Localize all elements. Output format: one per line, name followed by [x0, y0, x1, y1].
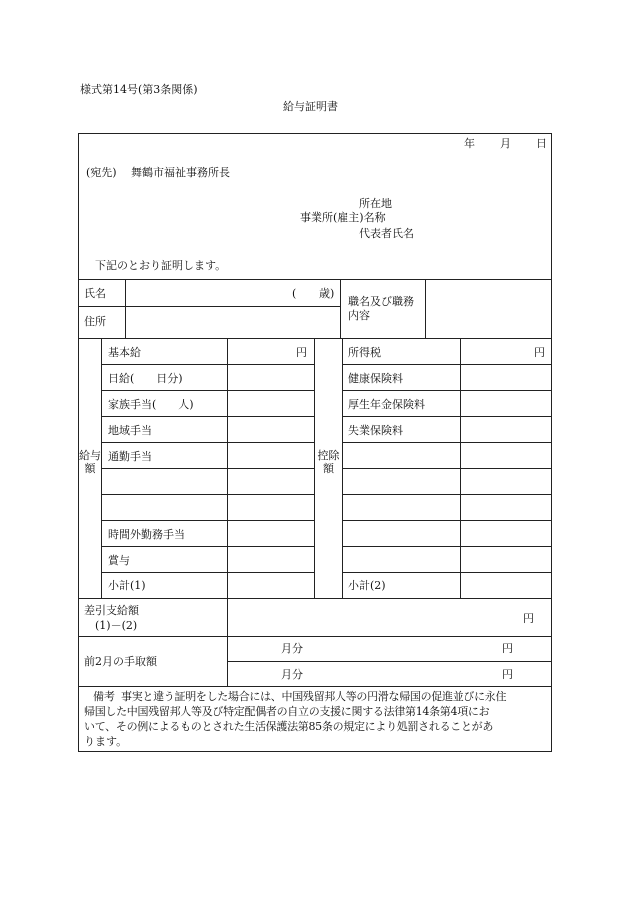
form-border-left: [78, 133, 79, 752]
prev-month-2-unit: 月分: [281, 668, 303, 681]
grid-row-line-2b: [342, 390, 552, 391]
remarks-line-2: 帰国した中国残留邦人等及び特定配偶者の自立の支援に関する法律第14条第4項にお: [84, 705, 490, 718]
remarks-line-3: いて、その例によるものとされた生活保護法第85条の規定により処罰されることがあ: [84, 720, 494, 733]
certify-statement: 下記のとおり証明します。: [95, 259, 227, 272]
prev-month-1-currency: 円: [502, 642, 513, 655]
salary-subtotal-label: 小計(1): [108, 579, 146, 592]
salary-section-label: 給与額: [79, 449, 101, 475]
net-pay-divider: [227, 598, 228, 636]
deduction-item-health: 健康保険料: [348, 372, 403, 385]
date-year-label: 年: [464, 137, 475, 150]
deduction-item-unemployment: 失業保険料: [348, 424, 403, 437]
grid-row-line-3: [101, 416, 314, 417]
grid-row-line-4: [101, 442, 314, 443]
deduction-subtotal-label: 小計(2): [348, 579, 386, 592]
age-unit-label: 歳): [319, 287, 335, 300]
grid-row-line-2: [101, 390, 314, 391]
salary-item-bonus: 賞与: [108, 554, 130, 567]
grid-row-line-4b: [342, 442, 552, 443]
deduction-item-pension: 厚生年金保険料: [348, 398, 425, 411]
grid-col-salary-amount: [227, 338, 228, 598]
grid-col-deduction-label: [342, 338, 343, 598]
address-label: 住所: [84, 315, 106, 328]
remarks-label: 備考: [93, 690, 115, 703]
document-title: 給与証明書: [283, 100, 338, 113]
net-pay-bottom: [78, 636, 552, 637]
grid-bottom: [78, 598, 552, 599]
job-label-line2: 内容: [348, 309, 370, 322]
person-value-col: [340, 279, 341, 338]
grid-row-line-3b: [342, 416, 552, 417]
grid-top: [78, 338, 552, 339]
employer-location-label: 所在地: [359, 197, 392, 210]
grid-col-salary-label: [101, 338, 102, 598]
net-pay-label-line1: 差引支給額: [84, 604, 139, 617]
grid-row-line-5: [101, 468, 314, 469]
remarks-line-1: 事実と違う証明をした場合には、中国残留邦人等の円滑な帰国の促進並びに永住: [121, 690, 507, 703]
deduction-section-label: 控除額: [317, 449, 340, 475]
prev-months-label: 前2月の手取額: [84, 655, 157, 668]
prev-months-midline: [227, 661, 552, 662]
grid-row-line-9: [101, 572, 314, 573]
form-number: 様式第14号(第3条関係): [80, 83, 198, 96]
addressee-name: 舞鶴市福祉事務所長: [131, 166, 230, 179]
prev-month-1-unit: 月分: [281, 642, 303, 655]
addressee-prefix: (宛先): [86, 166, 117, 179]
salary-item-basic: 基本給: [108, 346, 141, 359]
form-border-top: [78, 133, 552, 134]
remarks-line-4: ります。: [84, 735, 128, 748]
person-label-col: [125, 279, 126, 338]
date-month-label: 月: [500, 137, 511, 150]
name-label: 氏名: [84, 287, 106, 300]
grid-row-line-1: [101, 364, 314, 365]
net-pay-currency: 円: [523, 612, 534, 625]
grid-row-line-7b: [342, 520, 552, 521]
grid-row-line-8b: [342, 546, 552, 547]
salary-item-commute: 通勤手当: [108, 450, 152, 463]
form-border-bottom: [78, 751, 552, 752]
grid-row-line-1b: [342, 364, 552, 365]
deduction-currency-unit: 円: [534, 346, 545, 359]
employer-representative-label: 代表者氏名: [359, 227, 414, 240]
person-row-top: [78, 279, 552, 280]
prev-months-bottom: [78, 686, 552, 687]
grid-row-line-8: [101, 546, 314, 547]
deduction-item-income-tax: 所得税: [348, 346, 381, 359]
date-day-label: 日: [536, 137, 547, 150]
salary-item-daily: 日給( 日分): [108, 372, 183, 385]
grid-row-line-6: [101, 494, 314, 495]
job-label-col: [425, 279, 426, 338]
grid-row-line-7: [101, 520, 314, 521]
salary-item-regional: 地域手当: [108, 424, 152, 437]
grid-row-line-5b: [342, 468, 552, 469]
job-label-line1: 職名及び職務: [348, 295, 414, 308]
grid-row-line-6b: [342, 494, 552, 495]
employer-business-name-label: 事業所(雇主)名称: [300, 211, 386, 224]
name-address-divider: [78, 306, 340, 307]
net-pay-label-line2: (1)－(2): [95, 619, 138, 632]
prev-month-2-currency: 円: [502, 668, 513, 681]
grid-col-deduction-amount: [460, 338, 461, 598]
salary-item-family: 家族手当( 人): [108, 398, 194, 411]
salary-item-overtime: 時間外勤務手当: [108, 528, 185, 541]
grid-row-line-9b: [342, 572, 552, 573]
age-open-paren: (: [292, 287, 297, 300]
salary-currency-unit: 円: [296, 346, 307, 359]
